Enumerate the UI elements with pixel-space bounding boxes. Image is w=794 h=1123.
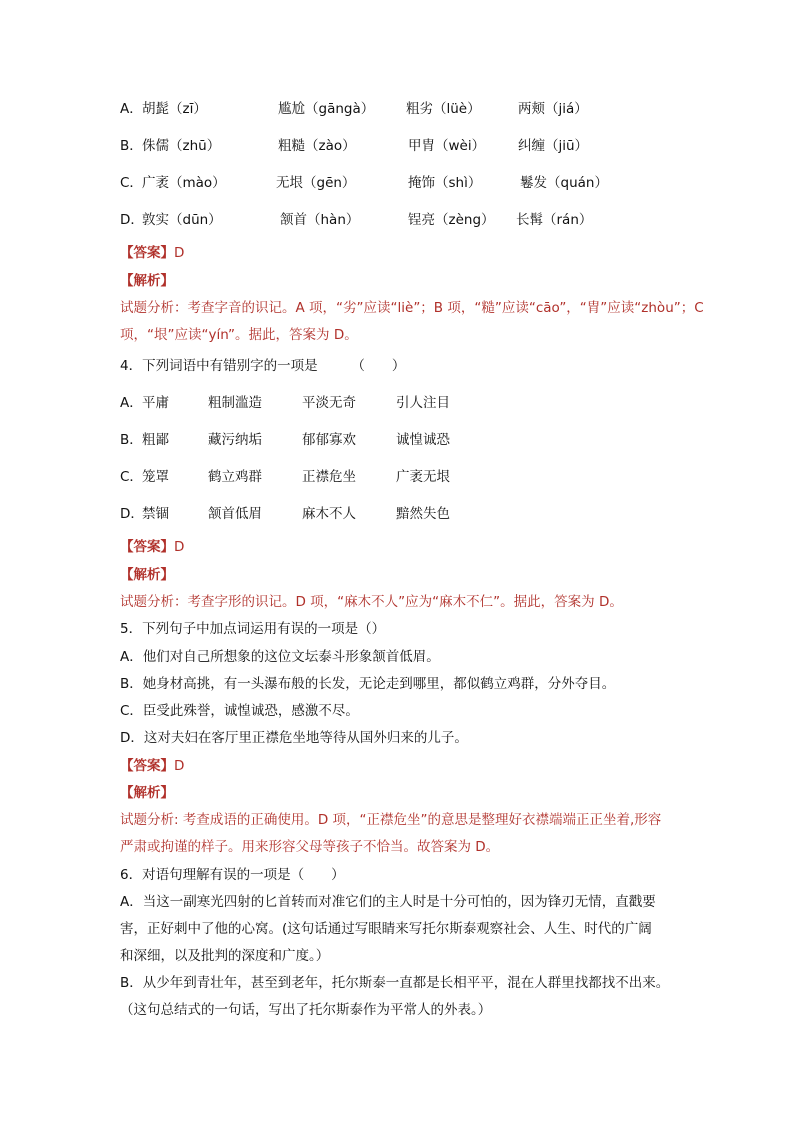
- option-item: 藏污纳垢: [208, 432, 262, 448]
- option-item: 正襟危坐: [302, 469, 356, 485]
- option-item: 胡髭（zī）: [142, 101, 207, 117]
- answer-label: 【答案】: [120, 539, 174, 555]
- option-item: 黯然失色: [396, 506, 450, 522]
- q4-question: 4．下列词语中有错别字的一项是 （ ）: [120, 358, 406, 374]
- option-item: 禁锢: [142, 506, 169, 522]
- q5-option-c: C．臣受此殊誉，诚惶诚恐，感激不尽。: [120, 703, 359, 719]
- option-item: 两颊（jiá）: [518, 101, 588, 117]
- option-item: 甲胄（wèi）: [408, 138, 486, 154]
- option-letter: B．: [120, 138, 143, 154]
- q6-option-a-line1: A．当这一副寒光四射的匕首转而对准它们的主人时是十分可怕的，因为锋刃无情，直戳要: [120, 894, 656, 910]
- answer-value: D: [174, 245, 185, 261]
- option-item: 诚惶诚恐: [396, 432, 450, 448]
- q4-analysis: 试题分析：考查字形的识记。D 项，“麻木不人”应为“麻木不仁”。据此，答案为 D。: [120, 594, 623, 610]
- option-letter: C．: [120, 469, 143, 485]
- option-letter: A．: [120, 395, 143, 411]
- option-item: 粗劣（lüè）: [406, 101, 481, 117]
- q5-answer: [120, 757, 184, 775]
- q5-analysis-line2: 严肃或拘谨的样子。用来形容父母等孩子不恰当。故答案为 D。: [120, 839, 500, 855]
- q4-answer: [120, 538, 184, 556]
- q3-analysis-line2: 项，“垠”应读“yín”。据此，答案为 D。: [120, 327, 358, 343]
- option-item: 粗糙（zào）: [278, 138, 356, 154]
- option-item: 粗鄙: [142, 432, 169, 448]
- option-letter: C．: [120, 175, 143, 191]
- option-item: 郁郁寡欢: [302, 432, 356, 448]
- option-item: 纠缠（jiū）: [518, 138, 589, 154]
- option-item: 广袤无垠: [396, 469, 450, 485]
- option-letter: D．: [120, 212, 144, 228]
- option-item: 无垠（gēn）: [276, 175, 356, 191]
- q6-option-a-line2: 害，正好刺中了他的心窝。(这句话通过写眼睛来写托尔斯泰观察社会、人生、时代的广阔: [120, 921, 652, 937]
- option-item: 粗制滥造: [208, 395, 262, 411]
- option-item: 颔首（hàn）: [280, 212, 360, 228]
- answer-value: D: [174, 539, 185, 555]
- q6-option-a-line3: 和深细，以及批判的深度和广度。）: [120, 948, 330, 964]
- q5-analysis-line1: 试题分析: 考查成语的正确使用。D 项，“正襟危坐”的意思是整理好衣襟端端正正坐着,形容: [120, 812, 662, 828]
- option-item: 长髯（rán）: [516, 212, 593, 228]
- option-item: 侏儒（zhū）: [142, 138, 221, 154]
- option-item: 广袤（mào）: [142, 175, 226, 191]
- q4-analysis-label: 【解析】: [120, 567, 174, 583]
- option-item: 鬈发（quán）: [520, 175, 608, 191]
- option-letter: B．: [120, 432, 143, 448]
- option-item: 引人注目: [396, 395, 450, 411]
- q6-option-b-line1: B．从少年到青壮年，甚至到老年，托尔斯泰一直都是长相平平，混在人群里找都找不出来。: [120, 975, 670, 991]
- answer-value: D: [174, 758, 185, 774]
- q5-option-d: D．这对夫妇在客厅里正襟危坐地等待从国外归来的儿子。: [120, 730, 468, 746]
- option-item: 颔首低眉: [208, 506, 262, 522]
- q5-option-b: B．她身材高挑，有一头瀑布般的长发，无论走到哪里，都似鹤立鸡群，分外夺目。: [120, 676, 616, 692]
- option-item: 锃亮（zèng）: [408, 212, 495, 228]
- q3-analysis-line1: 试题分析：考查字音的识记。A 项，“劣”应读“liè”；B 项，“糙”应读“cāo”，“胄”应读“zhòu”；C: [120, 300, 704, 316]
- q5-option-a: A．他们对自己所想象的这位文坛泰斗形象颔首低眉。: [120, 649, 440, 665]
- option-item: 尴尬（gāngà）: [278, 101, 375, 117]
- q3-analysis-label: 【解析】: [120, 273, 174, 289]
- option-item: 掩饰（shì）: [408, 175, 482, 191]
- option-letter: D．: [120, 506, 144, 522]
- option-item: 敦实（dūn）: [142, 212, 222, 228]
- answer-label: 【答案】: [120, 758, 174, 774]
- q5-analysis-label: 【解析】: [120, 785, 174, 801]
- q3-answer: [120, 244, 184, 262]
- q6-question: 6．对语句理解有误的一项是（ ）: [120, 867, 345, 883]
- q6-option-b-line2: （这句总结式的一句话，写出了托尔斯泰作为平常人的外表。）: [120, 1002, 492, 1018]
- option-item: 笼罩: [142, 469, 169, 485]
- option-item: 平庸: [142, 395, 169, 411]
- option-item: 麻木不人: [302, 506, 356, 522]
- answer-label: 【答案】: [120, 245, 174, 261]
- option-item: 鹤立鸡群: [208, 469, 262, 485]
- option-letter: A．: [120, 101, 143, 117]
- q5-question: 5．下列句子中加点词运用有误的一项是（）: [120, 621, 386, 637]
- option-item: 平淡无奇: [302, 395, 356, 411]
